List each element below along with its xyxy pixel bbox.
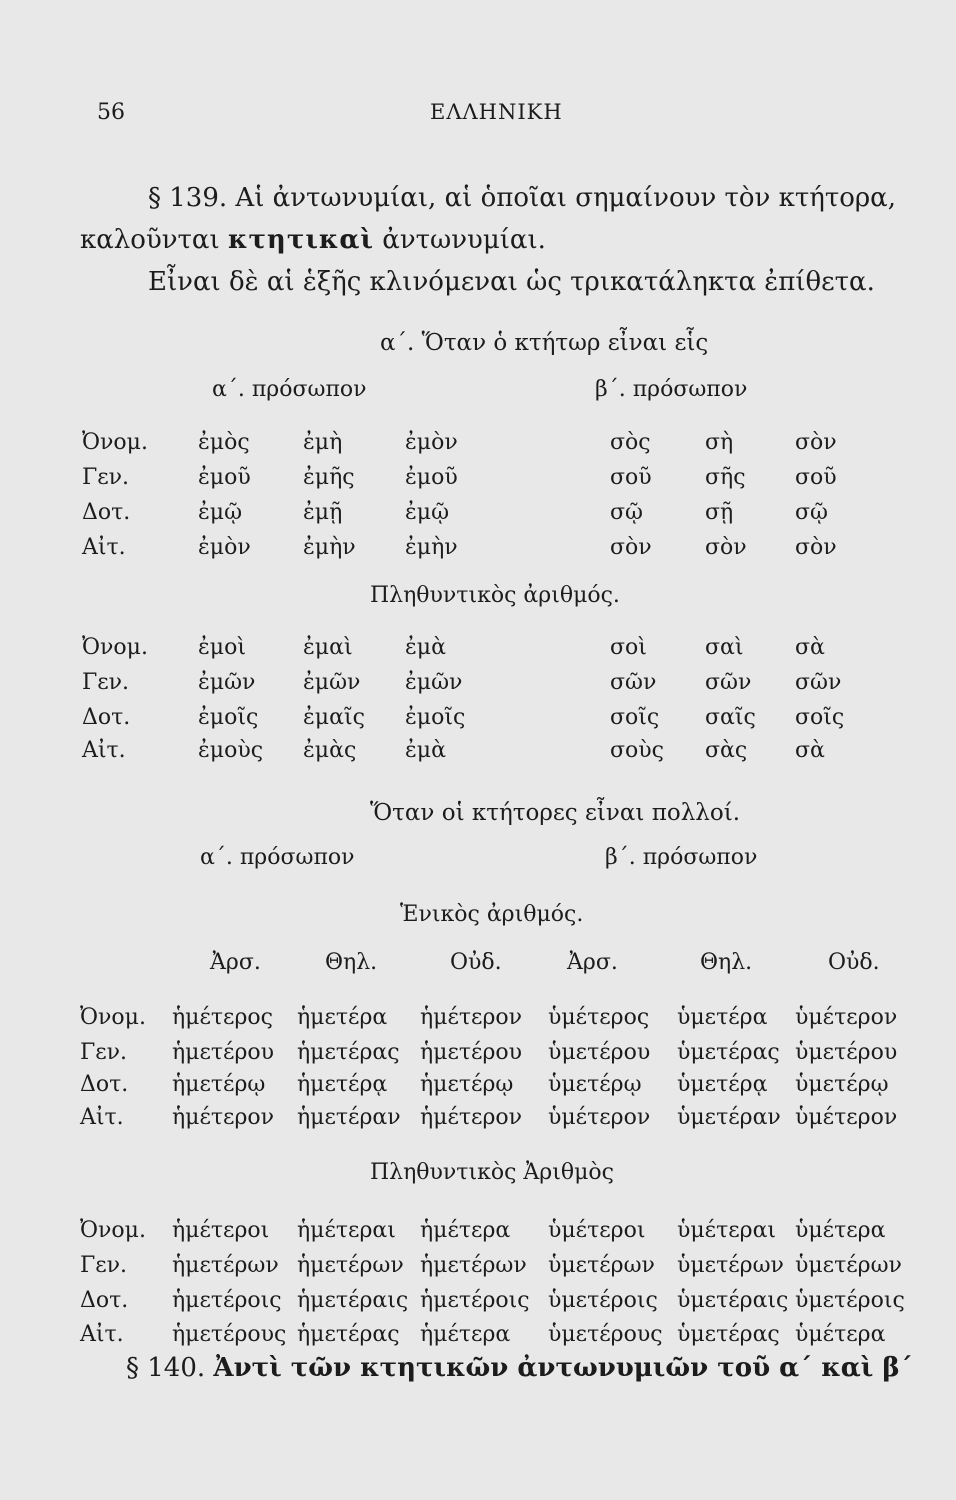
second-person-form: σὸν	[705, 535, 747, 560]
second-person-form: σῷ	[610, 500, 643, 525]
declension-form: ἡμέτερα	[420, 1322, 511, 1347]
declension-form: ἡμέτερα	[420, 1218, 511, 1243]
intro-bold-term: κτητικαὶ	[227, 225, 374, 255]
declension-form: ὑμετέρας	[677, 1322, 780, 1347]
gender-label: Οὐδ.	[828, 950, 880, 975]
declension-form: ὑμετέρων	[795, 1253, 902, 1278]
case-label: Ὀνομ.	[82, 635, 148, 660]
gender-label: Ἀρσ.	[567, 950, 618, 975]
declension-form: ἡμέτερον	[420, 1105, 522, 1130]
declension-form: ὑμετέροις	[548, 1288, 658, 1313]
second-person-form: σαῖς	[705, 705, 756, 730]
declension-form: ἡμέτερον	[172, 1105, 274, 1130]
first-person-form: ἐμοῖς	[198, 705, 259, 730]
declension-form: ἡμετέρων	[420, 1253, 527, 1278]
first-person-form: ἐμὰ	[405, 738, 446, 763]
second-person-form: σὸν	[610, 535, 652, 560]
declension-form: ὑμετέρου	[795, 1040, 898, 1065]
many-owners-plural-heading: Πληθυντικὸς Ἀριθμὸς	[370, 1160, 614, 1185]
case-label: Δοτ.	[80, 1288, 129, 1313]
declension-form: ὑμετέρῳ	[548, 1072, 642, 1097]
declension-form: ἡμετέρων	[297, 1253, 404, 1278]
second-person-form: σὸν	[795, 535, 837, 560]
next-section-number: § 140.	[126, 1353, 206, 1383]
gender-label: Ἀρσ.	[210, 950, 261, 975]
second-person-form: σῶν	[705, 670, 752, 695]
single-owner-heading: α΄. Ὅταν ὁ κτήτωρ εἶναι εἷς	[380, 330, 709, 356]
second-person-form: σὰ	[795, 635, 825, 660]
declension-form: ἡμετέρῳ	[420, 1072, 514, 1097]
case-label: Ὀνομ.	[80, 1005, 146, 1030]
declension-form: ὑμετέρῳ	[795, 1072, 889, 1097]
second-person-form: σῷ	[795, 500, 828, 525]
declension-form: ἡμετέρῳ	[172, 1072, 266, 1097]
declension-form: ἡμετέροις	[420, 1288, 530, 1313]
case-label: Αἰτ.	[80, 1322, 124, 1347]
declension-form: ἡμετέρᾳ	[297, 1072, 388, 1097]
declension-form: ὑμέτεροι	[548, 1218, 646, 1243]
first-person-form: ἐμοῦ	[198, 465, 251, 490]
case-label: Δοτ.	[80, 1072, 129, 1097]
declension-form: ἡμετέρων	[172, 1253, 279, 1278]
first-person-form: ἐμὸν	[198, 535, 251, 560]
declension-form: ὑμέτερα	[795, 1322, 886, 1347]
declension-form: ἡμετέρα	[297, 1005, 388, 1030]
case-label: Ὀνομ.	[82, 430, 148, 455]
gender-label: Οὐδ.	[450, 950, 502, 975]
single-owner-person2: β΄. πρόσωπον	[595, 377, 748, 402]
second-person-form: σῇ	[705, 500, 734, 525]
first-person-form: ἐμὰ	[405, 635, 446, 660]
second-person-form: σὸς	[610, 430, 651, 455]
first-person-form: ἐμὴν	[303, 535, 356, 560]
first-person-form: ἐμαῖς	[303, 705, 365, 730]
first-person-form: ἐμὴν	[405, 535, 458, 560]
case-label: Γεν.	[80, 1040, 128, 1065]
second-person-form: σοῦ	[795, 465, 837, 490]
second-person-form: σὰς	[705, 738, 748, 763]
first-person-form: ἐμὰς	[303, 738, 357, 763]
declension-form: ἡμετέρας	[297, 1322, 400, 1347]
second-person-form: σῶν	[610, 670, 657, 695]
gender-label: Θηλ.	[700, 950, 753, 975]
declension-form: ὑμετέραν	[677, 1105, 781, 1130]
second-person-form: σοὶ	[610, 635, 647, 660]
gender-label: Θηλ.	[325, 950, 378, 975]
declension-form: ἡμέτεροι	[172, 1218, 270, 1243]
second-person-form: σοὺς	[610, 738, 664, 763]
many-owners-heading: Ὅταν οἱ κτήτορες εἶναι πολλοί.	[370, 800, 741, 826]
running-title: ΕΛΛΗΝΙΚΗ	[430, 100, 563, 124]
declension-form: ὑμέτερον	[795, 1105, 898, 1130]
second-person-form: σοῖς	[795, 705, 845, 730]
declension-form: ὑμετέροις	[795, 1288, 905, 1313]
intro-line-2-suffix: ἀντωνυμίαι.	[382, 225, 546, 255]
first-person-form: ἐμὸς	[198, 430, 250, 455]
declension-form: ἡμετέροις	[172, 1288, 282, 1313]
second-person-form: σοῖς	[610, 705, 660, 730]
declension-form: ἡμέτεραι	[297, 1218, 396, 1243]
first-person-form: ἐμὸν	[405, 430, 458, 455]
second-person-form: σοῦ	[610, 465, 652, 490]
first-person-form: ἐμῶν	[405, 670, 463, 695]
declension-form: ἡμετέρους	[172, 1322, 287, 1347]
case-label: Γεν.	[82, 670, 130, 695]
declension-form: ὑμετέρα	[677, 1005, 768, 1030]
declension-form: ἡμετέρου	[172, 1040, 274, 1065]
declension-form: ἡμετέρου	[420, 1040, 522, 1065]
many-owners-person1: α΄. πρόσωπον	[200, 845, 355, 870]
declension-form: ὑμέτερος	[548, 1005, 650, 1030]
declension-form: ὑμέτερον	[795, 1005, 898, 1030]
declension-form: ἡμέτερος	[172, 1005, 273, 1030]
second-person-form: σαὶ	[705, 635, 744, 660]
next-section-text: Ἀντὶ τῶν κτητικῶν ἀντωνυμιῶν τοῦ α΄ καὶ β΄	[213, 1353, 913, 1383]
first-person-form: ἐμαὶ	[303, 635, 353, 660]
single-owner-person1: α΄. πρόσωπον	[212, 377, 367, 402]
declension-form: ὑμέτεραι	[677, 1218, 777, 1243]
first-person-form: ἐμῷ	[405, 500, 450, 525]
case-label: Αἰτ.	[82, 535, 126, 560]
case-label: Γεν.	[82, 465, 130, 490]
first-person-form: ἐμῶν	[198, 670, 256, 695]
declension-form: ἡμέτερον	[420, 1005, 522, 1030]
first-person-form: ἐμοὶ	[198, 635, 246, 660]
many-owners-singular-heading: Ἑνικὸς ἀριθμός.	[400, 902, 584, 927]
intro-line-2-prefix: καλοῦνται	[80, 225, 220, 255]
first-person-form: ἐμοῦ	[405, 465, 458, 490]
first-person-form: ἐμὴ	[303, 430, 343, 455]
declension-form: ἡμετέραν	[297, 1105, 401, 1130]
intro-line-2	[80, 225, 546, 255]
case-label: Δοτ.	[82, 705, 131, 730]
first-person-form: ἐμῆς	[303, 465, 355, 490]
declension-form: ἡμετέραις	[297, 1288, 409, 1313]
declension-form: ὑμετέρων	[677, 1253, 784, 1278]
single-owner-plural-heading: Πληθυντικὸς ἀριθμός.	[370, 583, 620, 608]
case-label: Δοτ.	[82, 500, 131, 525]
second-person-form: σῆς	[705, 465, 746, 490]
case-label: Αἰτ.	[82, 738, 126, 763]
case-label: Αἰτ.	[80, 1105, 124, 1130]
case-label: Ὀνομ.	[80, 1218, 146, 1243]
declension-form: ὑμετέρου	[548, 1040, 651, 1065]
second-person-form: σῶν	[795, 670, 842, 695]
first-person-form: ἐμῶν	[303, 670, 361, 695]
declension-form: ὑμετέρας	[677, 1040, 780, 1065]
declension-form: ὑμετέραις	[677, 1288, 789, 1313]
second-person-form: σὸν	[795, 430, 837, 455]
intro-line-3: Εἶναι δὲ αἱ ἑξῆς κλινόμεναι ὡς τρικατάληκτα ἐπίθετα.	[148, 267, 875, 297]
declension-form: ὑμετέρων	[548, 1253, 655, 1278]
declension-form: ὑμέτερον	[548, 1105, 651, 1130]
first-person-form: ἐμῷ	[198, 500, 243, 525]
first-person-form: ἐμοῖς	[405, 705, 466, 730]
next-section-line	[126, 1353, 913, 1383]
first-person-form: ἐμοὺς	[198, 738, 264, 763]
second-person-form: σὰ	[795, 738, 825, 763]
first-person-form: ἐμῇ	[303, 500, 343, 525]
declension-form: ἡμετέρας	[297, 1040, 400, 1065]
case-label: Γεν.	[80, 1253, 128, 1278]
page-number: 56	[97, 100, 125, 125]
declension-form: ὑμέτερα	[795, 1218, 886, 1243]
second-person-form: σὴ	[705, 430, 734, 455]
declension-form: ὑμετέρους	[548, 1322, 663, 1347]
many-owners-person2: β΄. πρόσωπον	[605, 845, 758, 870]
intro-line-1: § 139. Αἱ ἀντωνυμίαι, αἱ ὁποῖαι σημαίνουν τὸν κτήτορα,	[148, 183, 896, 213]
declension-form: ὑμετέρᾳ	[677, 1072, 768, 1097]
